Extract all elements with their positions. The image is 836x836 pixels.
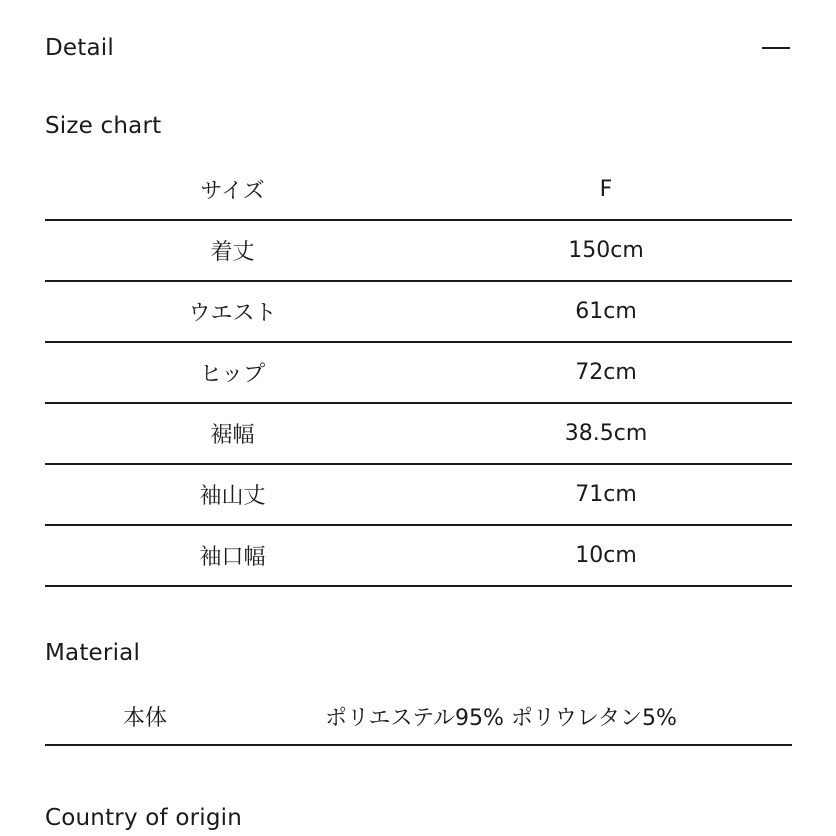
row-value: 10cm xyxy=(420,525,792,586)
collapse-button[interactable] xyxy=(761,33,791,63)
table-row xyxy=(45,403,792,464)
row-value: 150cm xyxy=(420,220,792,281)
row-label: 袖山丈 xyxy=(45,464,420,525)
material-table xyxy=(45,688,792,746)
minus-icon xyxy=(762,47,790,49)
row-label: ウエスト xyxy=(45,281,420,342)
row-label: 袖口幅 xyxy=(45,525,420,586)
material-title: Material xyxy=(45,640,141,666)
table-row xyxy=(45,220,792,281)
row-value: 71cm xyxy=(420,464,792,525)
row-label: 着丈 xyxy=(45,220,420,281)
table-row xyxy=(45,464,792,525)
row-value: 38.5cm xyxy=(420,403,792,464)
table-row xyxy=(45,342,792,403)
size-header-label: サイズ xyxy=(45,160,420,220)
detail-header[interactable] xyxy=(45,30,791,66)
material-value: ポリエステル95% ポリウレタン5% xyxy=(245,688,792,745)
row-label: 裾幅 xyxy=(45,403,420,464)
size-chart-table xyxy=(45,160,792,587)
detail-title: Detail xyxy=(45,35,114,61)
country-of-origin-title: Country of origin xyxy=(45,805,243,831)
table-row xyxy=(45,281,792,342)
table-header-row xyxy=(45,160,792,220)
size-chart-title: Size chart xyxy=(45,113,162,139)
row-value: 61cm xyxy=(420,281,792,342)
table-row xyxy=(45,525,792,586)
table-row xyxy=(45,688,792,745)
size-header-value: F xyxy=(420,160,792,220)
material-label: 本体 xyxy=(45,688,245,745)
row-value: 72cm xyxy=(420,342,792,403)
row-label: ヒップ xyxy=(45,342,420,403)
